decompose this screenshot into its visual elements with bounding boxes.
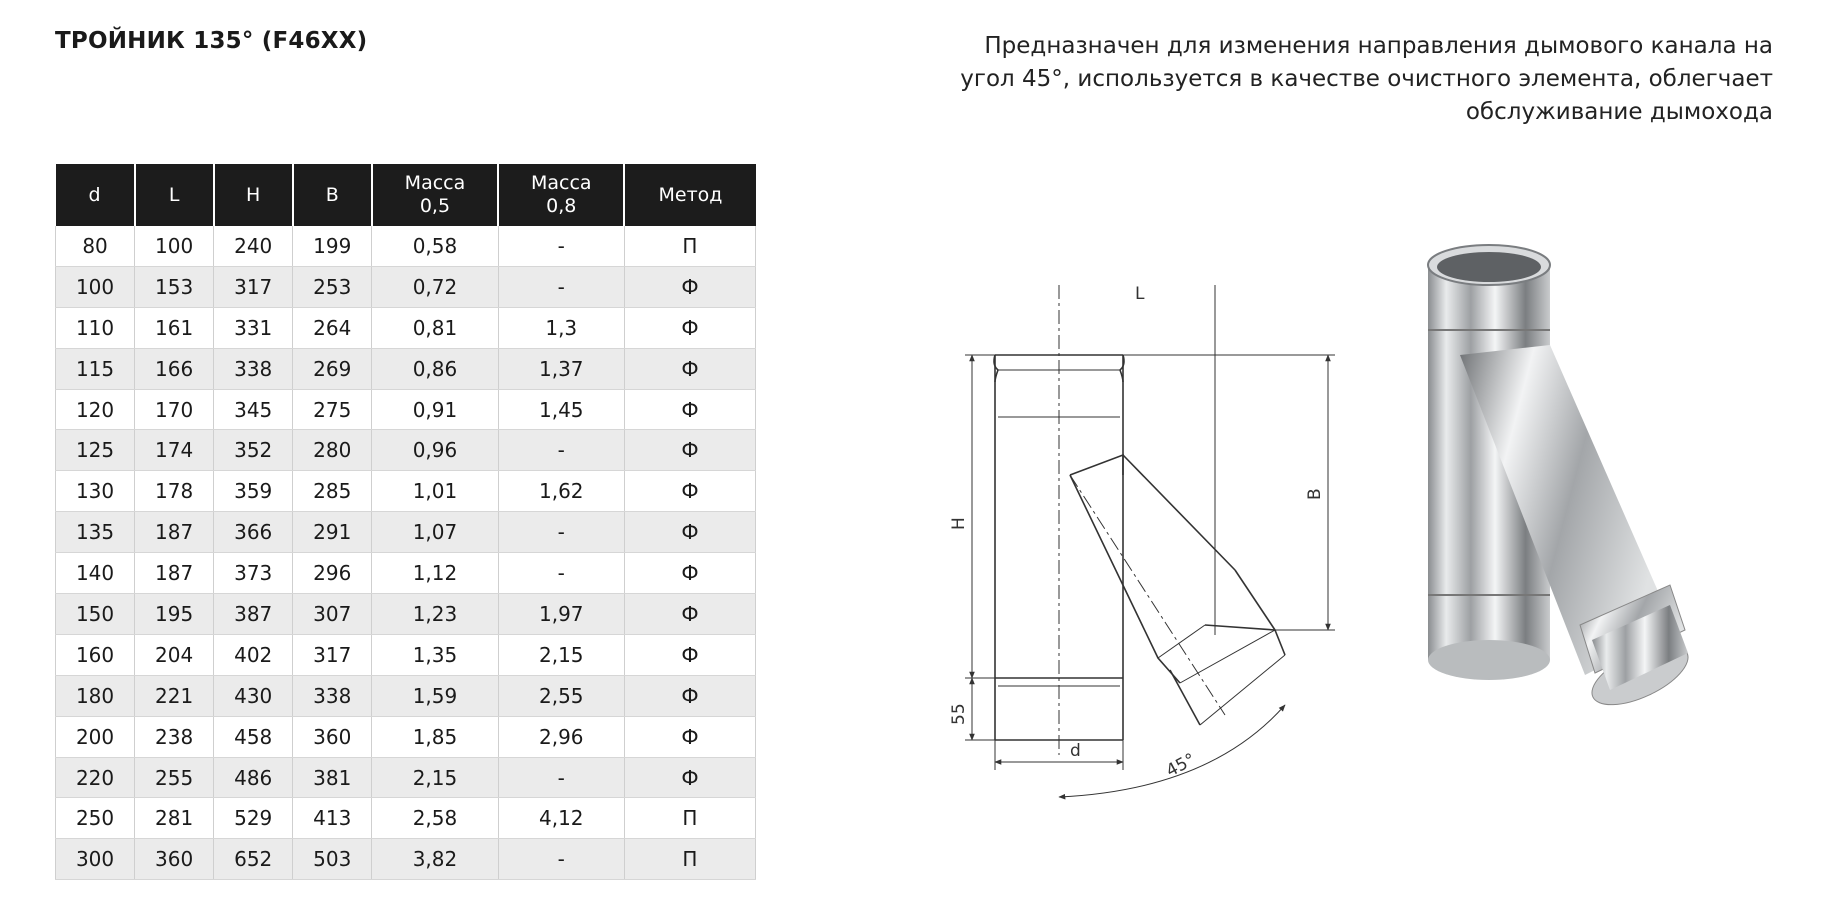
dim-label-L: L xyxy=(1135,285,1145,304)
dim-label-H: H xyxy=(949,517,969,530)
column-header xyxy=(624,164,755,226)
column-header-label: Метод xyxy=(658,183,723,206)
table-cell: 2,96 xyxy=(498,716,624,757)
table-cell: 187 xyxy=(135,512,214,553)
table-cell: 0,58 xyxy=(372,226,498,266)
column-header xyxy=(214,164,293,226)
table-cell: 178 xyxy=(135,471,214,512)
column-header xyxy=(135,164,214,226)
table-cell: 120 xyxy=(56,389,135,430)
table-cell: Ф xyxy=(624,634,755,675)
table-row xyxy=(56,266,756,307)
table-cell: Ф xyxy=(624,389,755,430)
table-cell: 1,07 xyxy=(372,512,498,553)
table-cell: 130 xyxy=(56,471,135,512)
tee-outline xyxy=(994,355,1285,740)
table-row xyxy=(56,348,756,389)
table-cell: П xyxy=(624,839,755,880)
table-cell: 285 xyxy=(293,471,372,512)
table-cell: 2,58 xyxy=(372,798,498,839)
dimension-lines xyxy=(965,285,1335,797)
product-photo xyxy=(1370,235,1700,755)
table-header-row xyxy=(56,164,756,226)
table-cell: 170 xyxy=(135,389,214,430)
table-cell: 115 xyxy=(56,348,135,389)
table-cell: 1,12 xyxy=(372,553,498,594)
spec-table xyxy=(55,164,756,880)
table-row xyxy=(56,716,756,757)
table-cell: 381 xyxy=(293,757,372,798)
technical-drawing xyxy=(880,285,1350,815)
table-cell: Ф xyxy=(624,512,755,553)
table-cell: 0,91 xyxy=(372,389,498,430)
table-body xyxy=(56,226,756,880)
table-cell: 180 xyxy=(56,675,135,716)
table-cell: Ф xyxy=(624,471,755,512)
table-row xyxy=(56,798,756,839)
column-header xyxy=(498,164,624,226)
dim-label-collar: 55 xyxy=(949,703,969,725)
table-cell: 135 xyxy=(56,512,135,553)
dimension-labels xyxy=(949,285,1325,781)
table-cell: 529 xyxy=(214,798,293,839)
table-row xyxy=(56,471,756,512)
column-header-label: d xyxy=(88,183,101,206)
column-header-label: H xyxy=(246,183,261,206)
table-row xyxy=(56,757,756,798)
table-cell: 338 xyxy=(293,675,372,716)
table-cell: 1,35 xyxy=(372,634,498,675)
table-cell: 200 xyxy=(56,716,135,757)
table-row xyxy=(56,512,756,553)
table-cell: 652 xyxy=(214,839,293,880)
table-cell: 345 xyxy=(214,389,293,430)
table-cell: Ф xyxy=(624,553,755,594)
table-cell: 1,3 xyxy=(498,307,624,348)
table-cell: 255 xyxy=(135,757,214,798)
table-cell: 240 xyxy=(214,226,293,266)
table-row xyxy=(56,634,756,675)
table-cell: - xyxy=(498,512,624,553)
column-header-sublabel: 0,5 xyxy=(419,195,451,217)
table-row xyxy=(56,675,756,716)
table-cell: 161 xyxy=(135,307,214,348)
table-cell: 1,23 xyxy=(372,594,498,635)
table-cell: 1,45 xyxy=(498,389,624,430)
table-cell: - xyxy=(498,226,624,266)
table-cell: 0,86 xyxy=(372,348,498,389)
table-cell: 100 xyxy=(135,226,214,266)
description-line: угол 45°, используется в качестве очистного элемента, облегчает xyxy=(960,66,1773,92)
table-cell: 0,72 xyxy=(372,266,498,307)
table-cell: 187 xyxy=(135,553,214,594)
table-row xyxy=(56,307,756,348)
table-cell: 458 xyxy=(214,716,293,757)
table-cell: Ф xyxy=(624,594,755,635)
table-cell: Ф xyxy=(624,307,755,348)
column-header-label: B xyxy=(325,183,339,206)
column-header xyxy=(372,164,498,226)
table-cell: 338 xyxy=(214,348,293,389)
table-cell: 280 xyxy=(293,430,372,471)
table-cell: 1,01 xyxy=(372,471,498,512)
table-cell: 250 xyxy=(56,798,135,839)
table-cell: 220 xyxy=(56,757,135,798)
table-cell: Ф xyxy=(624,430,755,471)
column-header xyxy=(293,164,372,226)
table-cell: 269 xyxy=(293,348,372,389)
table-cell: - xyxy=(498,430,624,471)
table-cell: - xyxy=(498,839,624,880)
column-header xyxy=(56,164,135,226)
table-row xyxy=(56,839,756,880)
dim-label-angle: 45° xyxy=(1162,749,1199,782)
table-cell: 1,62 xyxy=(498,471,624,512)
table-cell: Ф xyxy=(624,716,755,757)
table-cell: 2,15 xyxy=(498,634,624,675)
table-cell: 296 xyxy=(293,553,372,594)
table-cell: Ф xyxy=(624,266,755,307)
description-line: Предназначен для изменения направления дымового канала на xyxy=(984,33,1773,59)
table-cell: 153 xyxy=(135,266,214,307)
table-cell: 160 xyxy=(56,634,135,675)
table-cell: - xyxy=(498,553,624,594)
table-row xyxy=(56,226,756,266)
table-cell: Ф xyxy=(624,757,755,798)
table-cell: 307 xyxy=(293,594,372,635)
dim-label-d: d xyxy=(1070,741,1081,761)
table-cell: 195 xyxy=(135,594,214,635)
table-cell: 80 xyxy=(56,226,135,266)
table-cell: 503 xyxy=(293,839,372,880)
table-cell: 174 xyxy=(135,430,214,471)
column-header-label: Масса xyxy=(404,172,466,194)
table-cell: 352 xyxy=(214,430,293,471)
table-cell: 366 xyxy=(214,512,293,553)
table-cell: 4,12 xyxy=(498,798,624,839)
table-cell: 2,15 xyxy=(372,757,498,798)
table-cell: 1,59 xyxy=(372,675,498,716)
page-title: ТРОЙНИК 135° (F46XX) xyxy=(55,28,368,54)
table-cell: 317 xyxy=(293,634,372,675)
table-cell: Ф xyxy=(624,675,755,716)
table-cell: 413 xyxy=(293,798,372,839)
table-row xyxy=(56,389,756,430)
table-row xyxy=(56,430,756,471)
table-cell: 125 xyxy=(56,430,135,471)
table-cell: - xyxy=(498,757,624,798)
table-cell: 2,55 xyxy=(498,675,624,716)
table-cell: 430 xyxy=(214,675,293,716)
table-cell: 0,81 xyxy=(372,307,498,348)
table-cell: 3,82 xyxy=(372,839,498,880)
table-cell: 140 xyxy=(56,553,135,594)
table-cell: 275 xyxy=(293,389,372,430)
table-cell: 281 xyxy=(135,798,214,839)
column-header-label: Масса xyxy=(530,172,592,194)
table-cell: 373 xyxy=(214,553,293,594)
column-header-sublabel: 0,8 xyxy=(546,195,577,217)
column-header-label: L xyxy=(168,183,180,206)
table-cell: 110 xyxy=(56,307,135,348)
table-cell: Ф xyxy=(624,348,755,389)
table-cell: 360 xyxy=(293,716,372,757)
dim-label-B: B xyxy=(1305,488,1325,500)
table-cell: 166 xyxy=(135,348,214,389)
table-cell: 264 xyxy=(293,307,372,348)
table-cell: - xyxy=(498,266,624,307)
table-cell: 291 xyxy=(293,512,372,553)
table-cell: 100 xyxy=(56,266,135,307)
table-cell: 1,97 xyxy=(498,594,624,635)
table-cell: П xyxy=(624,798,755,839)
table-cell: 300 xyxy=(56,839,135,880)
table-cell: 1,37 xyxy=(498,348,624,389)
table-cell: 360 xyxy=(135,839,214,880)
table-cell: 238 xyxy=(135,716,214,757)
tee-photo-body xyxy=(1428,245,1696,717)
table-cell: 253 xyxy=(293,266,372,307)
table-cell: 359 xyxy=(214,471,293,512)
table-cell: 204 xyxy=(135,634,214,675)
table-cell: 402 xyxy=(214,634,293,675)
product-description xyxy=(793,30,1773,129)
table-cell: 199 xyxy=(293,226,372,266)
table-cell: 221 xyxy=(135,675,214,716)
table-cell: 1,85 xyxy=(372,716,498,757)
table-row xyxy=(56,553,756,594)
table-cell: 150 xyxy=(56,594,135,635)
table-cell: П xyxy=(624,226,755,266)
description-line: обслуживание дымохода xyxy=(1465,99,1773,125)
table-cell: 331 xyxy=(214,307,293,348)
table-cell: 486 xyxy=(214,757,293,798)
table-cell: 387 xyxy=(214,594,293,635)
table-row xyxy=(56,594,756,635)
table-cell: 317 xyxy=(214,266,293,307)
table-cell: 0,96 xyxy=(372,430,498,471)
